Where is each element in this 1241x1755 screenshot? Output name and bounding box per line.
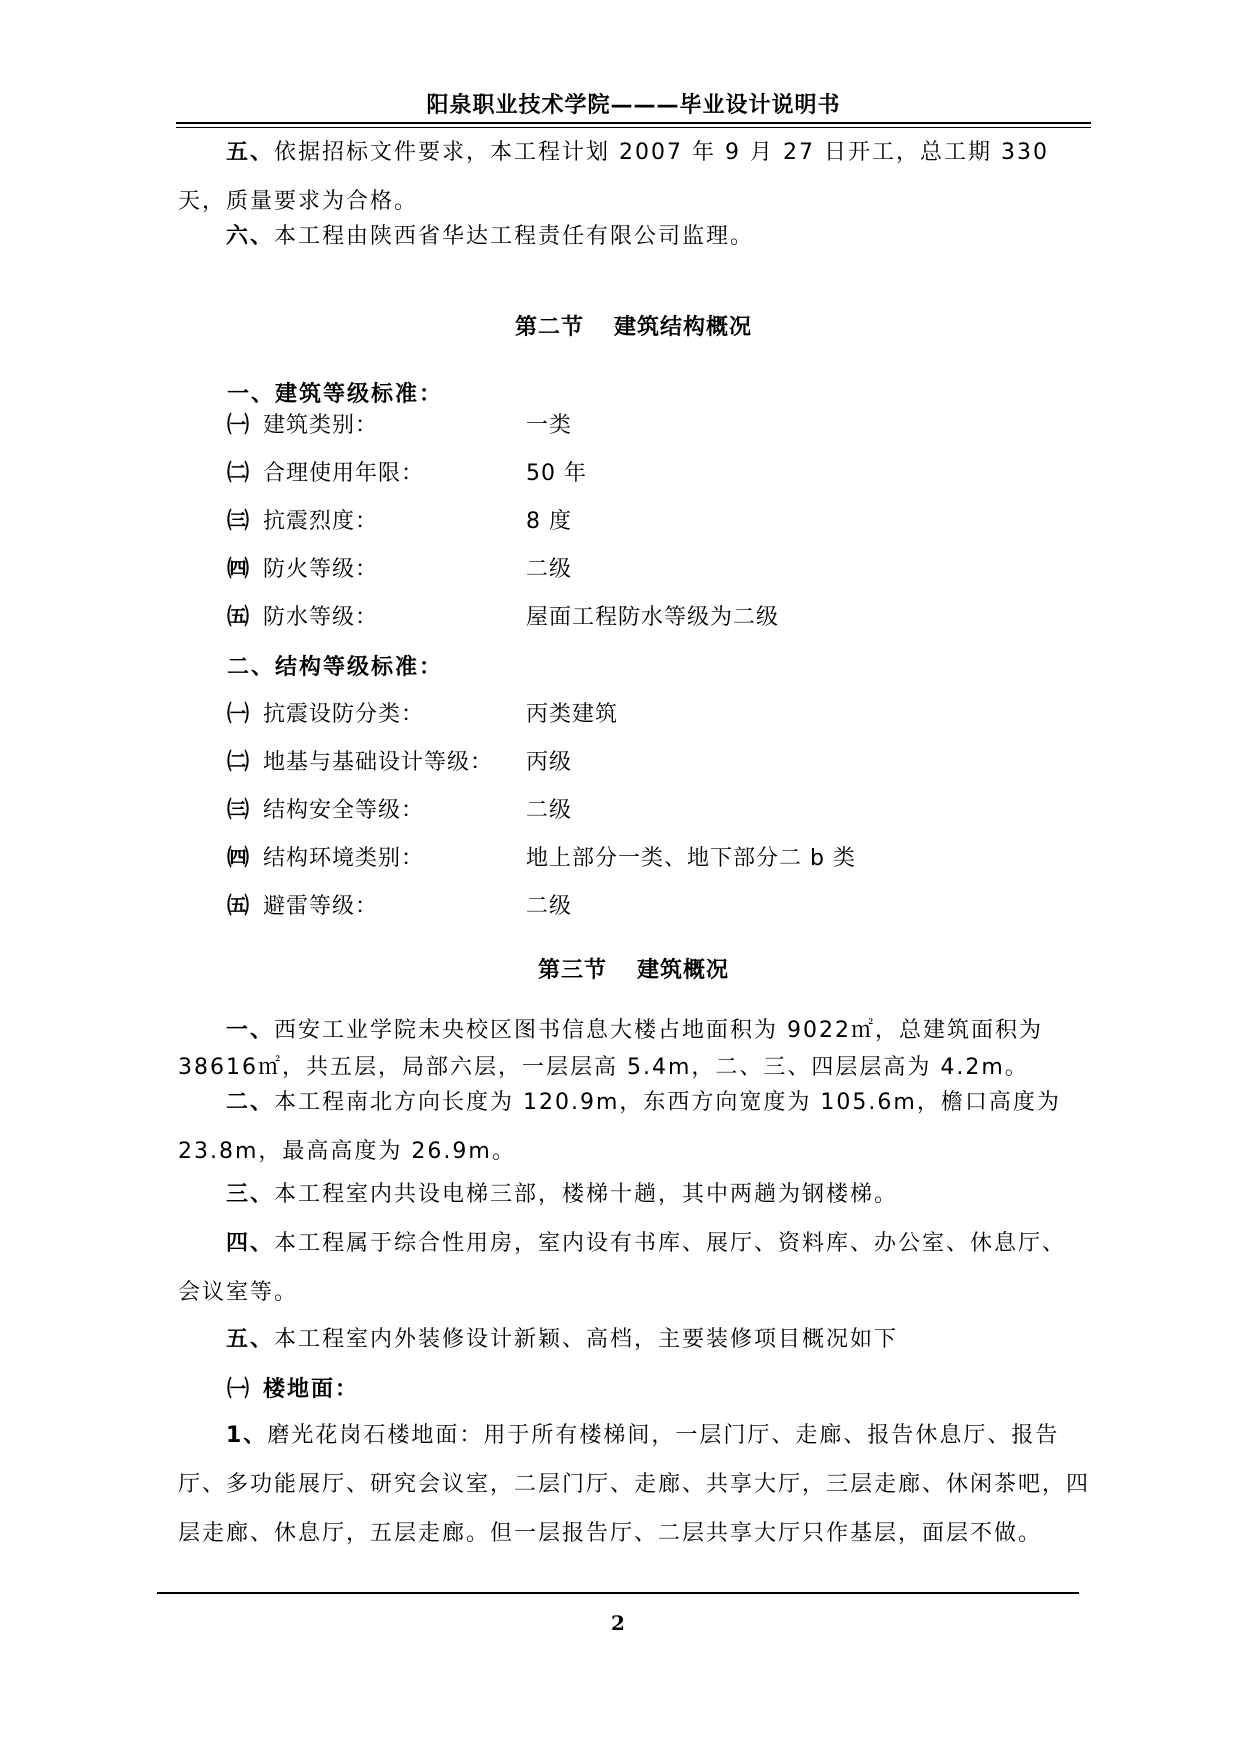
- paragraph-text: 本工程属于综合性用房，室内设有书库、展厅、资料库、办公室、休息厅、会议室等。: [178, 1231, 1067, 1305]
- paragraph-text: 西安工业学院未央校区图书信息大楼占地面积为 9022㎡，总建筑面积为 38616㎡，共五层，局部六层，一层层高 5.4m，二、三、四层层高为 4.2m。: [178, 1018, 1043, 1080]
- group-heading-structure-grade: 二、结构等级标准：: [227, 655, 444, 680]
- spec-row: [227, 793, 572, 823]
- row-value: 二级: [526, 557, 573, 582]
- paragraph-lead: 六、: [226, 224, 275, 249]
- paragraph-lead: 1、: [226, 1423, 268, 1448]
- sub-heading-floor: [227, 1372, 359, 1403]
- footer-rule: [157, 1592, 1079, 1594]
- page-number: 2: [611, 1611, 625, 1635]
- paragraph-text: 本工程由陕西省华达工程责任有限公司监理。: [274, 224, 755, 249]
- row-value: 地上部分一类、地下部分二 b 类: [526, 846, 856, 871]
- paragraph-overview-3: [178, 1170, 1090, 1219]
- section-number: 第二节: [514, 315, 584, 340]
- spec-row: [227, 600, 779, 630]
- spec-row: [227, 745, 572, 775]
- row-value: 丙级: [526, 750, 573, 775]
- row-number: ㈢: [227, 509, 251, 534]
- section-title-2: [176, 310, 1091, 341]
- section-name: 建筑结构概况: [614, 315, 753, 340]
- paragraph-lead: 四、: [226, 1231, 275, 1256]
- paragraph-lead: 五、: [226, 140, 275, 165]
- row-number: ㈤: [227, 894, 251, 919]
- paragraph-text: 本工程室内外装修设计新颖、高档，主要装修项目概况如下: [274, 1327, 899, 1352]
- sub-heading-number: ㈠: [227, 1377, 252, 1402]
- row-key: 地基与基础设计等级：: [263, 750, 494, 775]
- page-header-title: 阳泉职业技术学院———毕业设计说明书: [426, 93, 841, 118]
- row-number: ㈣: [227, 846, 251, 871]
- group-heading-building-grade: 一、建筑等级标准：: [227, 382, 444, 407]
- paragraph-text: 本工程室内共设电梯三部，楼梯十趟，其中两趟为钢楼梯。: [274, 1182, 899, 1207]
- spec-row: [227, 889, 572, 919]
- spec-row: [227, 456, 587, 486]
- row-number: ㈡: [227, 461, 251, 486]
- paragraph-lead: 五、: [226, 1327, 275, 1352]
- paragraph-text: 依据招标文件要求，本工程计划 2007 年 9 月 27 日开工，总工期 330 天，质量要求为合格。: [178, 140, 1049, 214]
- spec-row: [227, 697, 618, 727]
- row-number: ㈠: [227, 702, 251, 727]
- row-number: ㈣: [227, 557, 251, 582]
- row-number: ㈢: [227, 798, 251, 823]
- paragraph-lead: 一、: [226, 1018, 275, 1043]
- row-key: 合理使用年限：: [263, 461, 425, 486]
- row-key: 防水等级：: [263, 605, 379, 630]
- spec-row: [227, 552, 572, 582]
- row-key: 抗震烈度：: [263, 509, 379, 534]
- row-value: 丙类建筑: [526, 702, 619, 727]
- header-rule: [176, 122, 1091, 124]
- paragraph-lead: 二、: [226, 1090, 275, 1115]
- row-value: 一类: [526, 413, 573, 438]
- row-number: ㈡: [227, 750, 251, 775]
- paragraph-item-1: [178, 1411, 1090, 1558]
- spec-row: [227, 408, 572, 438]
- row-key: 建筑类别：: [263, 413, 379, 438]
- row-number: ㈠: [227, 413, 251, 438]
- section-number: 第三节: [537, 958, 607, 983]
- row-key: 结构安全等级：: [263, 798, 425, 823]
- spec-row: [227, 504, 572, 534]
- row-key: 避雷等级：: [263, 894, 379, 919]
- row-value: 二级: [526, 798, 573, 823]
- row-value: 二级: [526, 894, 573, 919]
- section-title-3: [176, 953, 1091, 984]
- row-key: 结构环境类别：: [263, 846, 425, 871]
- paragraph-overview-1: [178, 1012, 1090, 1086]
- spec-row: [227, 841, 856, 871]
- row-number: ㈤: [227, 605, 251, 630]
- row-key: 抗震设防分类：: [263, 702, 425, 727]
- row-key: 防火等级：: [263, 557, 379, 582]
- row-value: 8 度: [526, 509, 572, 534]
- paragraph-overview-4: [178, 1219, 1090, 1317]
- sub-heading-text: 楼地面：: [263, 1377, 360, 1402]
- paragraph-lead: 三、: [226, 1182, 275, 1207]
- paragraph-overview-5: [178, 1315, 1090, 1364]
- paragraph-text: 本工程南北方向长度为 120.9m，东西方向宽度为 105.6m，檐口高度为 23.8m，最高高度为 26.9m。: [178, 1090, 1061, 1164]
- row-value: 50 年: [526, 461, 587, 486]
- paragraph-overview-2: [178, 1078, 1090, 1176]
- section-name: 建筑概况: [637, 958, 730, 983]
- row-value: 屋面工程防水等级为二级: [526, 605, 780, 630]
- paragraph-text: 磨光花岗石楼地面：用于所有楼梯间，一层门厅、走廊、报告休息厅、报告厅、多功能展厅、研究会议室，二层门厅、走廊、共享大厅，三层走廊、休闲茶吧，四层走廊、休息厅，五层走廊。但一层报告厅、二层共享大厅只作基层，面层不做。: [178, 1423, 1091, 1546]
- paragraph-intro-6: [178, 212, 1090, 261]
